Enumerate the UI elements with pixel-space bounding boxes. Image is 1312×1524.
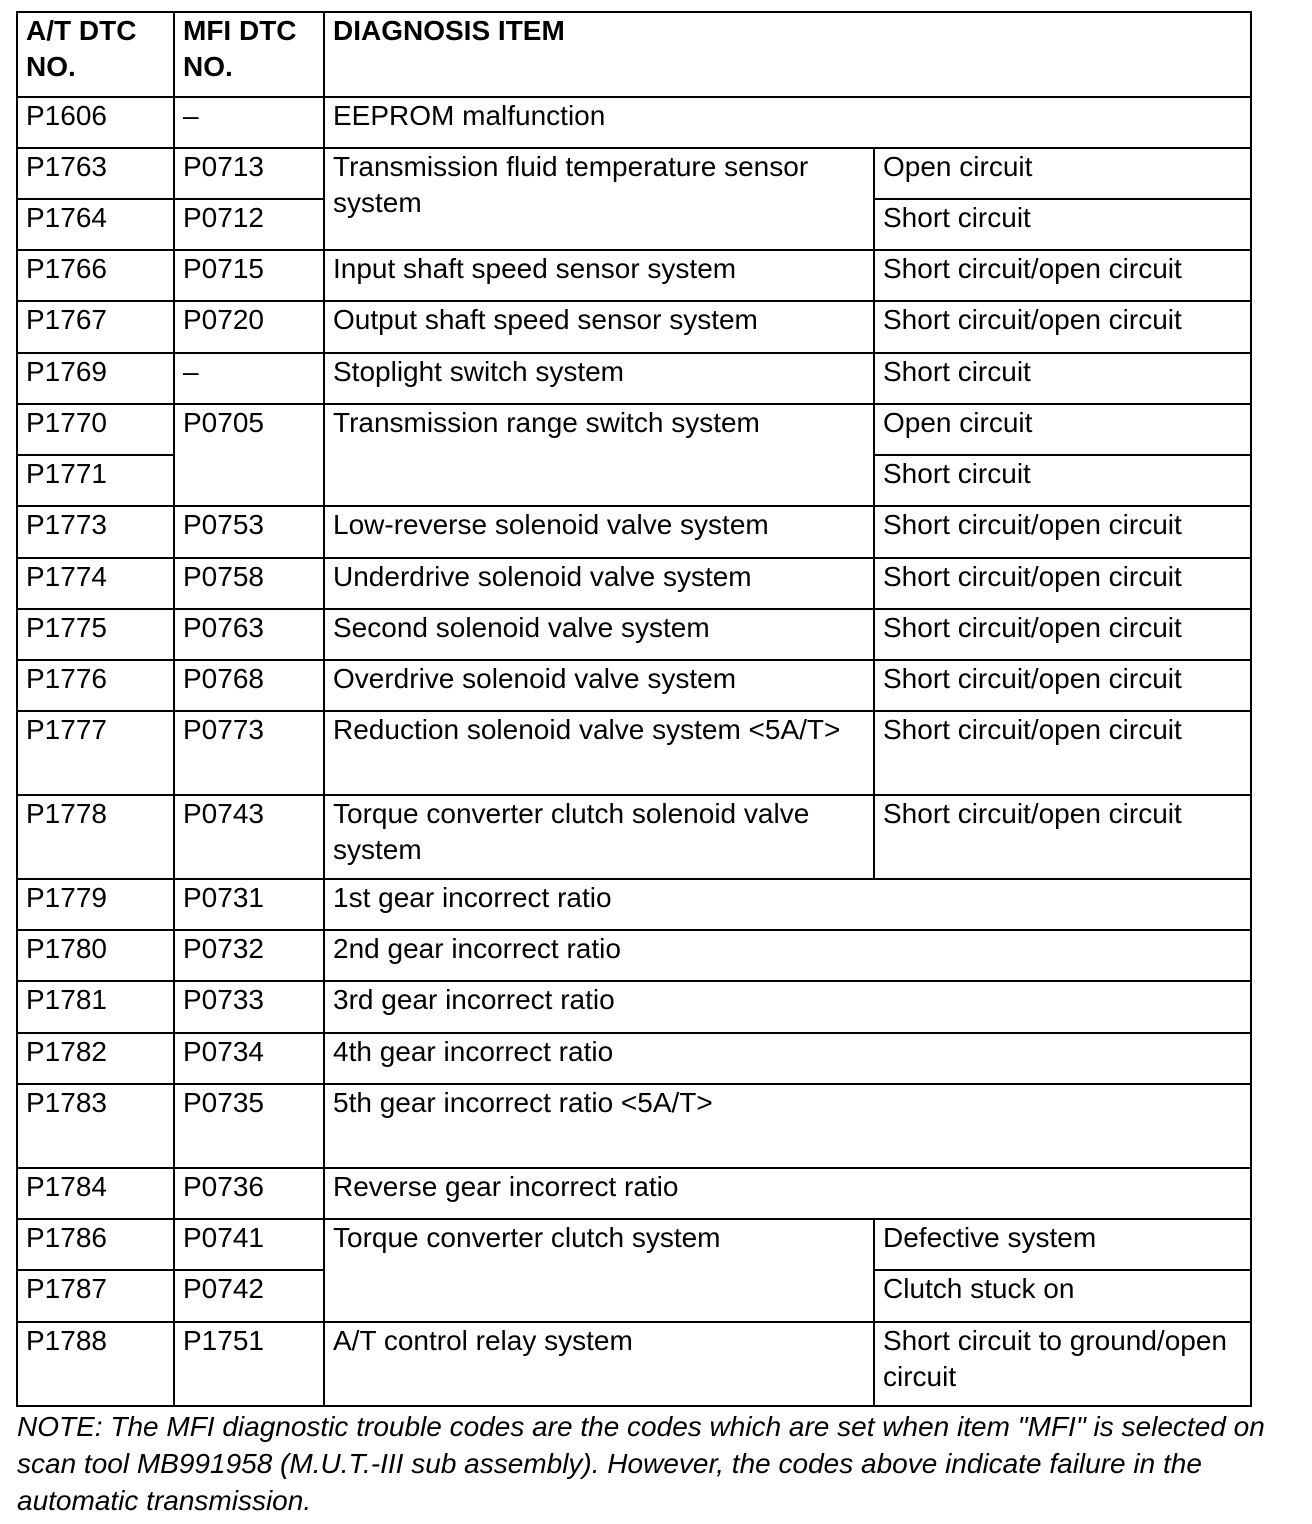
table-row [17,1168,1251,1219]
table-row [17,981,1251,1033]
at-dtc-cell: P1778 [17,795,174,879]
at-dtc-cell: P1788 [17,1322,174,1406]
diagnosis-item-cell: A/T control relay system [324,1322,874,1406]
at-dtc-cell: P1771 [17,455,174,506]
header-at-dtc: A/T DTC NO. [17,12,174,97]
table-row [17,660,1251,711]
table-row [17,250,1251,301]
mfi-dtc-cell: P0753 [174,506,324,558]
diagnosis-detail-cell: Short circuit/open circuit [874,795,1251,879]
table-row [17,1084,1251,1168]
at-dtc-cell: P1606 [17,97,174,148]
at-dtc-cell: P1781 [17,981,174,1033]
mfi-dtc-cell: P0763 [174,609,324,660]
diagnosis-detail-cell: Short circuit [874,199,1251,250]
table-row [17,930,1251,981]
mfi-dtc-cell: P1751 [174,1322,324,1406]
mfi-dtc-cell: – [174,97,324,148]
diagnosis-item-cell: Transmission range switch system [324,404,874,506]
diagnosis-detail-cell: Short circuit/open circuit [874,711,1251,795]
diagnosis-detail-cell: Clutch stuck on [874,1270,1251,1322]
diagnosis-detail-cell: Open circuit [874,404,1251,455]
table-row [17,795,1251,879]
header-diagnosis-item: DIAGNOSIS ITEM [324,12,1251,97]
table-row [17,1033,1251,1084]
diagnosis-item-cell: Transmission fluid temperature sensor system [324,148,874,250]
diagnosis-detail-cell: Short circuit/open circuit [874,506,1251,558]
table-row [17,148,1251,199]
at-dtc-cell: P1777 [17,711,174,795]
diagnosis-detail-cell: Short circuit/open circuit [874,250,1251,301]
dtc-table [16,11,1252,1407]
header-row [17,12,1251,97]
diagnosis-detail-cell: Defective system [874,1219,1251,1270]
diagnosis-item-cell: Reduction solenoid valve system <5A/T> [324,711,874,795]
at-dtc-cell: P1783 [17,1084,174,1168]
at-dtc-cell: P1763 [17,148,174,199]
table-row [17,1219,1251,1270]
mfi-dtc-cell: P0735 [174,1084,324,1168]
at-dtc-cell: P1770 [17,404,174,455]
mfi-dtc-cell: P0712 [174,199,324,250]
table-row [17,711,1251,795]
at-dtc-cell: P1775 [17,609,174,660]
diagnosis-item-cell: EEPROM malfunction [324,97,1251,148]
at-dtc-cell: P1776 [17,660,174,711]
table-row [17,609,1251,660]
diagnosis-item-cell: Underdrive solenoid valve system [324,558,874,609]
at-dtc-cell: P1782 [17,1033,174,1084]
mfi-dtc-cell: P0731 [174,879,324,930]
mfi-dtc-cell: P0736 [174,1168,324,1219]
mfi-dtc-cell: P0743 [174,795,324,879]
at-dtc-cell: P1767 [17,301,174,353]
table-row [17,404,1251,455]
at-dtc-cell: P1786 [17,1219,174,1270]
diagnosis-detail-cell: Short circuit/open circuit [874,660,1251,711]
mfi-dtc-cell: P0741 [174,1219,324,1270]
table-row [17,879,1251,930]
at-dtc-cell: P1774 [17,558,174,609]
note-text: NOTE: The MFI diagnostic trouble codes are the codes which are set when item "MFI" is selected on scan tool MB991958 (M.U.T.-III sub assembly). However, the codes above indicate failure in the automatic transmission. [17,1411,1265,1516]
diagnosis-item-cell: 4th gear incorrect ratio [324,1033,1251,1084]
mfi-dtc-cell: P0742 [174,1270,324,1322]
mfi-dtc-cell: P0705 [174,404,324,506]
diagnosis-item-cell: Reverse gear incorrect ratio [324,1168,1251,1219]
table-row [17,301,1251,353]
diagnosis-detail-cell: Open circuit [874,148,1251,199]
at-dtc-cell: P1766 [17,250,174,301]
diagnosis-item-cell: Output shaft speed sensor system [324,301,874,353]
at-dtc-cell: P1779 [17,879,174,930]
diagnosis-item-cell: Second solenoid valve system [324,609,874,660]
at-dtc-cell: P1784 [17,1168,174,1219]
diagnosis-item-cell: 2nd gear incorrect ratio [324,930,1251,981]
at-dtc-cell: P1769 [17,353,174,404]
table-row [17,1322,1251,1406]
diagnosis-item-cell: Input shaft speed sensor system [324,250,874,301]
at-dtc-cell: P1787 [17,1270,174,1322]
at-dtc-cell: P1780 [17,930,174,981]
diagnosis-item-cell: 3rd gear incorrect ratio [324,981,1251,1033]
diagnosis-detail-cell: Short circuit to ground/open circuit [874,1322,1251,1406]
diagnosis-detail-cell: Short circuit/open circuit [874,609,1251,660]
mfi-dtc-cell: P0732 [174,930,324,981]
diagnosis-detail-cell: Short circuit/open circuit [874,558,1251,609]
diagnosis-item-cell: Torque converter clutch solenoid valve system [324,795,874,879]
diagnosis-item-cell: Stoplight switch system [324,353,874,404]
mfi-dtc-cell: P0720 [174,301,324,353]
diagnosis-item-cell: Overdrive solenoid valve system [324,660,874,711]
diagnosis-detail-cell: Short circuit [874,353,1251,404]
mfi-dtc-cell: P0734 [174,1033,324,1084]
mfi-dtc-cell: P0713 [174,148,324,199]
diagnosis-item-cell: 1st gear incorrect ratio [324,879,1251,930]
at-dtc-cell: P1764 [17,199,174,250]
at-dtc-cell: P1773 [17,506,174,558]
mfi-dtc-cell: P0715 [174,250,324,301]
diagnosis-detail-cell: Short circuit/open circuit [874,301,1251,353]
diagnosis-item-cell: Torque converter clutch system [324,1219,874,1322]
header-mfi-dtc: MFI DTC NO. [174,12,324,97]
mfi-dtc-cell: P0768 [174,660,324,711]
diagnosis-detail-cell: Short circuit [874,455,1251,506]
diagnosis-item-cell: Low-reverse solenoid valve system [324,506,874,558]
diagnosis-item-cell: 5th gear incorrect ratio <5A/T> [324,1084,1251,1168]
table-row [17,97,1251,148]
mfi-dtc-cell: P0758 [174,558,324,609]
table-row [17,558,1251,609]
table-row [17,506,1251,558]
table-row [17,353,1251,404]
mfi-dtc-cell: – [174,353,324,404]
mfi-dtc-cell: P0733 [174,981,324,1033]
mfi-dtc-cell: P0773 [174,711,324,795]
